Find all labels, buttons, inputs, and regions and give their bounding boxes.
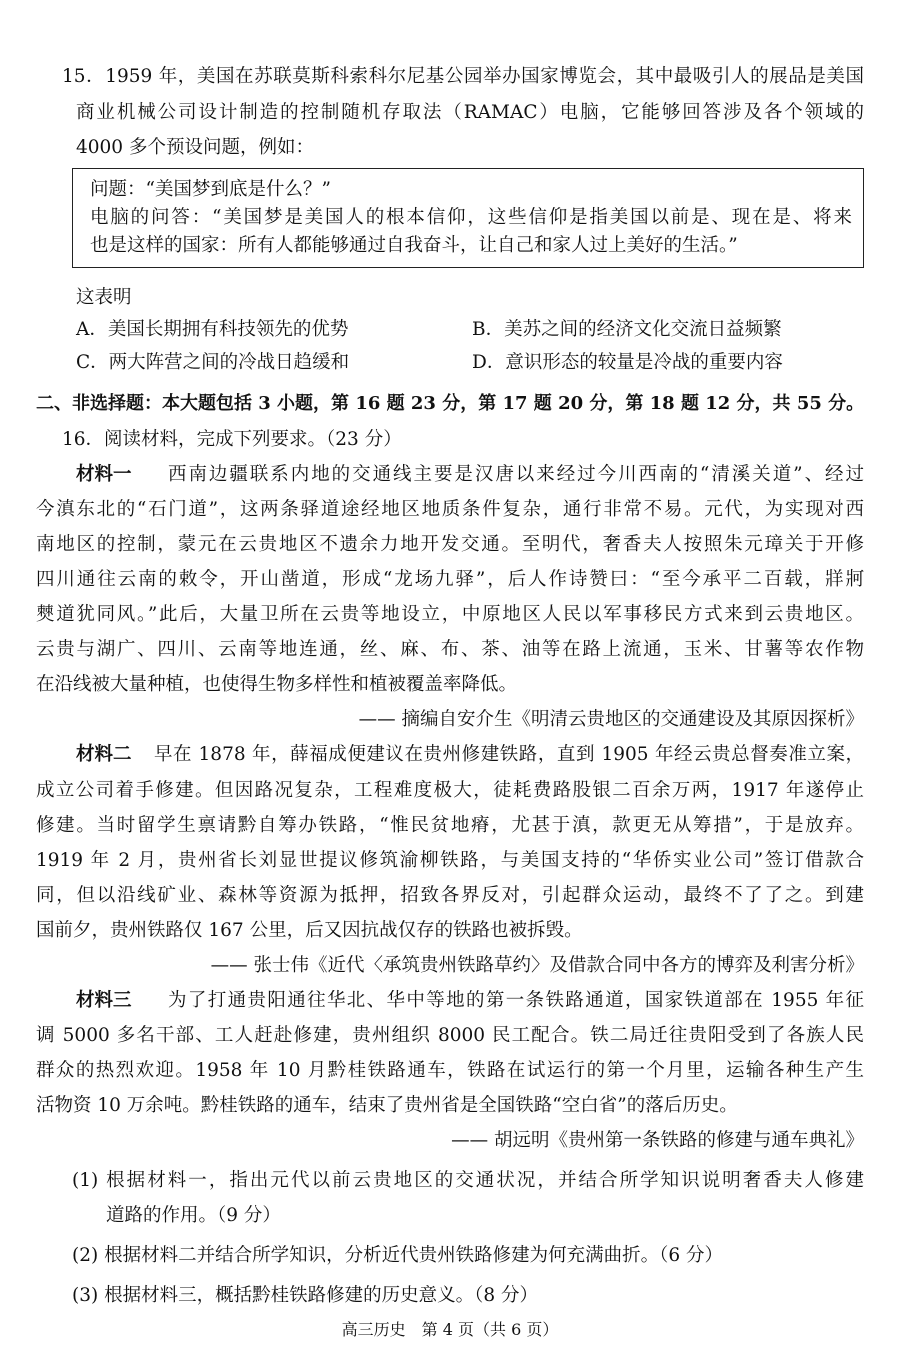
material-1-line-6: 云贵与湖广、四川、云南等地连通，丝、麻、布、茶、油等在路上流通，玉米、甘薯等农作物 [36,639,864,660]
material-1-line-3: 南地区的控制，蒙元在云贵地区不遗余力地开发交通。至明代，奢香夫人按照朱元璋关于开修 [36,534,864,555]
material-2-label: 材料二 [76,744,132,765]
material-3-line-1: 为了打通贵阳通往华北、华中等地的第一条铁路通道，国家铁道部在 1955 年征 [168,990,864,1011]
q15-line-1: 15．1959 年，美国在苏联莫斯科索科尔尼基公园举办国家博览会，其中最吸引人的展品是美国 [62,66,864,87]
sub-question-3: (3) 根据材料三，概括黔桂铁路修建的历史意义。（8 分） [72,1285,538,1306]
sub-question-2: (2) 根据材料二并结合所学知识，分析近代贵州铁路修建为何充满曲折。（6 分） [72,1245,723,1266]
q15-stem: 这表明 [76,287,132,308]
material-2-source: —— 张士伟《近代〈承筑贵州铁路草约〉及借款合同中各方的博弈及利害分析》 [210,955,864,976]
material-2-line-1: 早在 1878 年，薛福成便建议在贵州修建铁路，直到 1905 年经云贵总督奏准立案， [154,744,864,765]
option-b: B．美苏之间的经济文化交流日益频繁 [472,319,782,340]
material-1-label: 材料一 [76,464,132,485]
material-3-label: 材料三 [76,990,132,1011]
material-1-line-1: 西南边疆联系内地的交通线主要是汉唐以来经过今川西南的“清溪关道”、经过 [168,464,864,485]
q15-line-3: 4000 多个预设问题，例如： [76,137,314,158]
material-2-line-6: 国前夕，贵州铁路仅 167 公里，后又因抗战仅存的铁路也被拆毁。 [36,920,583,941]
material-2-line-3: 修建。当时留学生禀请黔自筹办铁路，“惟民贫地瘠，尤甚于滇，款更无从筹措”，于是放弃。 [36,815,864,836]
quote-line-1: 问题：“美国梦到底是什么？” [90,179,331,200]
material-2-line-2: 成立公司着手修建。但因路况复杂，工程难度极大，徒耗费路股银二百余万两，1917 年遂停止 [36,780,864,801]
sub-question-1-line-1: (1) 根据材料一，指出元代以前云贵地区的交通状况，并结合所学知识说明奢香夫人修建 [72,1170,864,1191]
page-footer: 高三历史 第 4 页（共 6 页） [341,1320,559,1339]
material-3-line-3: 群众的热烈欢迎。1958 年 10 月黔桂铁路通车，铁路在试运行的第一个月里，运输各种生产生 [36,1060,864,1081]
material-1-source: —— 摘编自安介生《明清云贵地区的交通建设及其原因探析》 [358,709,864,730]
section-heading: 二、非选择题：本大题包括 3 小题，第 16 题 23 分，第 17 题 20 分，第 18 题 12 分，共 55 分。 [36,393,865,414]
material-1-line-7: 在沿线被大量种植，也使得生物多样性和植被覆盖率降低。 [36,674,518,695]
sub-question-1-line-2: 道路的作用。（9 分） [106,1205,281,1226]
q16-intro: 16．阅读材料，完成下列要求。（23 分） [62,429,402,450]
quote-line-2: 电脑的问答：“美国梦是美国人的根本信仰，这些信仰是指美国以前是、现在是、将来 [90,207,852,228]
material-1-line-2: 今滇东北的“石门道”，这两条驿道途经地区地质条件复杂，通行非常不易。元代，为实现对西 [36,499,864,520]
material-1-line-5: 僰道犹同风。”此后，大量卫所在云贵等地设立，中原地区人民以军事移民方式来到云贵地区。 [36,604,864,625]
option-d: D．意识形态的较量是冷战的重要内容 [472,352,783,373]
material-3-source: —— 胡远明《贵州第一条铁路的修建与通车典礼》 [451,1130,864,1151]
material-3-line-4: 活物资 10 万余吨。黔桂铁路的通车，结束了贵州省是全国铁路“空白省”的落后历史。 [36,1095,738,1116]
material-2-line-5: 同，但以沿线矿业、森林等资源为抵押，招致各界反对，引起群众运动，最终不了了之。到建 [36,885,864,906]
q15-line-2: 商业机械公司设计制造的控制随机存取法（RAMAC）电脑，它能够回答涉及各个领域的 [76,102,864,123]
material-1-line-4: 四川通往云南的敕令，开山凿道，形成“龙场九驿”，后人作诗赞曰：“至今承平二百载，牂牁 [36,569,864,590]
material-3-line-2: 调 5000 多名干部、工人赶赴修建，贵州组织 8000 民工配合。铁二局迁往贵阳受到了各族人民 [36,1025,864,1046]
quote-line-3: 也是这样的国家：所有人都能够通过自我奋斗，让自己和家人过上美好的生活。” [90,235,738,256]
option-a: A．美国长期拥有科技领先的优势 [76,319,349,340]
material-2-line-4: 1919 年 2 月，贵州省长刘显世提议修筑渝柳铁路，与美国支持的“华侨实业公司”签订借款合 [36,850,864,871]
option-c: C．两大阵营之间的冷战日趋缓和 [76,352,350,373]
